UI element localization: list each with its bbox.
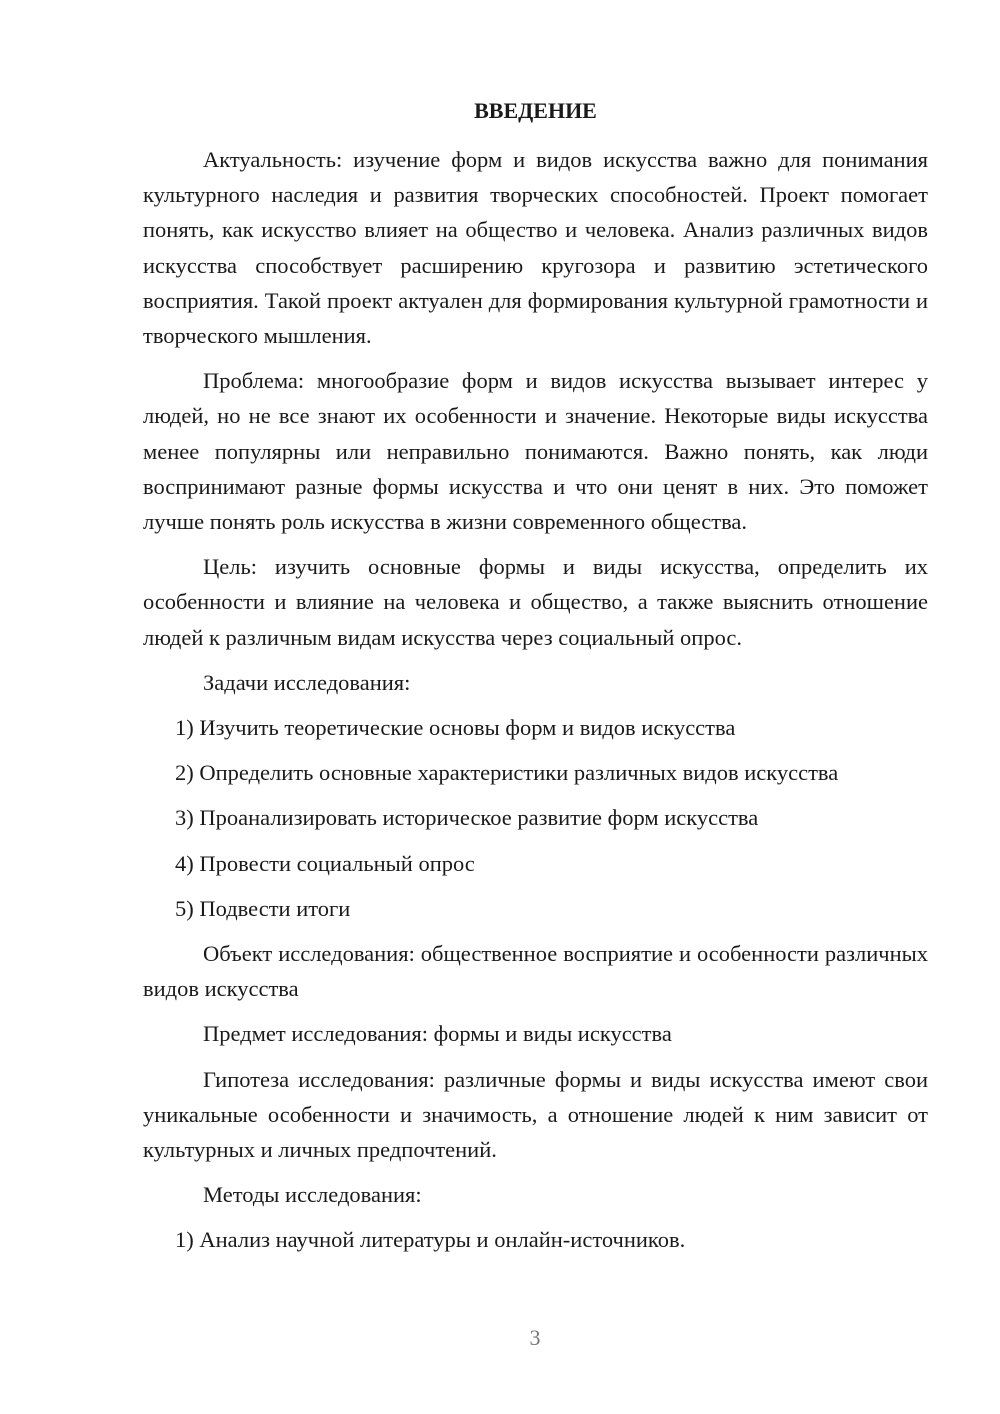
object-paragraph: Объект исследования: общественное восприятие и особенности различных видов искусства	[143, 941, 928, 1002]
tasks-list	[143, 710, 928, 926]
subject-paragraph: Предмет исследования: формы и виды искусства	[203, 1021, 672, 1047]
page-content	[143, 93, 928, 1258]
list-item: 4) Провести социальный опрос	[175, 850, 475, 876]
relevance-paragraph: Актуальность: изучение форм и видов искусства важно для понимания культурного наследия и развития творческих способностей. Проект помогает понять, как искусство влияет на общество и человека. Анализ различных видов искусства способствует расширению кругозора и развитию эстетического восприятия. Такой проект актуален для формирования культурной грамотности и творческого мышления.	[143, 147, 928, 349]
list-item: 1) Анализ научной литературы и онлайн-источников.	[175, 1227, 686, 1253]
tasks-heading: Задачи исследования:	[203, 669, 411, 695]
methods-heading: Методы исследования:	[203, 1182, 422, 1208]
problem-paragraph: Проблема: многообразие форм и видов искусства вызывает интерес у людей, но не все знают их особенности и значение. Некоторые виды искусства менее популярны или неправильно понимаются. Важно понять, как люди воспринимают разные формы искусства и что они ценят в них. Это поможет лучше понять роль искусства в жизни современного общества.	[143, 368, 928, 535]
goal-paragraph: Цель: изучить основные формы и виды искусства, определить их особенности и влияние на человека и общество, а также выяснить отношение людей к различным видам искусства через социальный опрос.	[143, 554, 928, 650]
hypothesis-paragraph: Гипотеза исследования: различные формы и виды искусства имеют свои уникальные особенности и значимость, а отношение людей к ним зависит от культурных и личных предпочтений.	[143, 1066, 928, 1163]
list-item: 2) Определить основные характеристики различных видов искусства	[175, 760, 839, 786]
methods-list	[143, 1222, 928, 1257]
list-item: 5) Подвести итоги	[175, 895, 351, 921]
page-title: ВВЕДЕНИЕ	[474, 98, 597, 123]
list-item: 1) Изучить теоретические основы форм и видов искусства	[175, 715, 736, 741]
page-number: 3	[529, 1325, 541, 1350]
list-item: 3) Проанализировать историческое развитие форм искусства	[175, 805, 759, 831]
